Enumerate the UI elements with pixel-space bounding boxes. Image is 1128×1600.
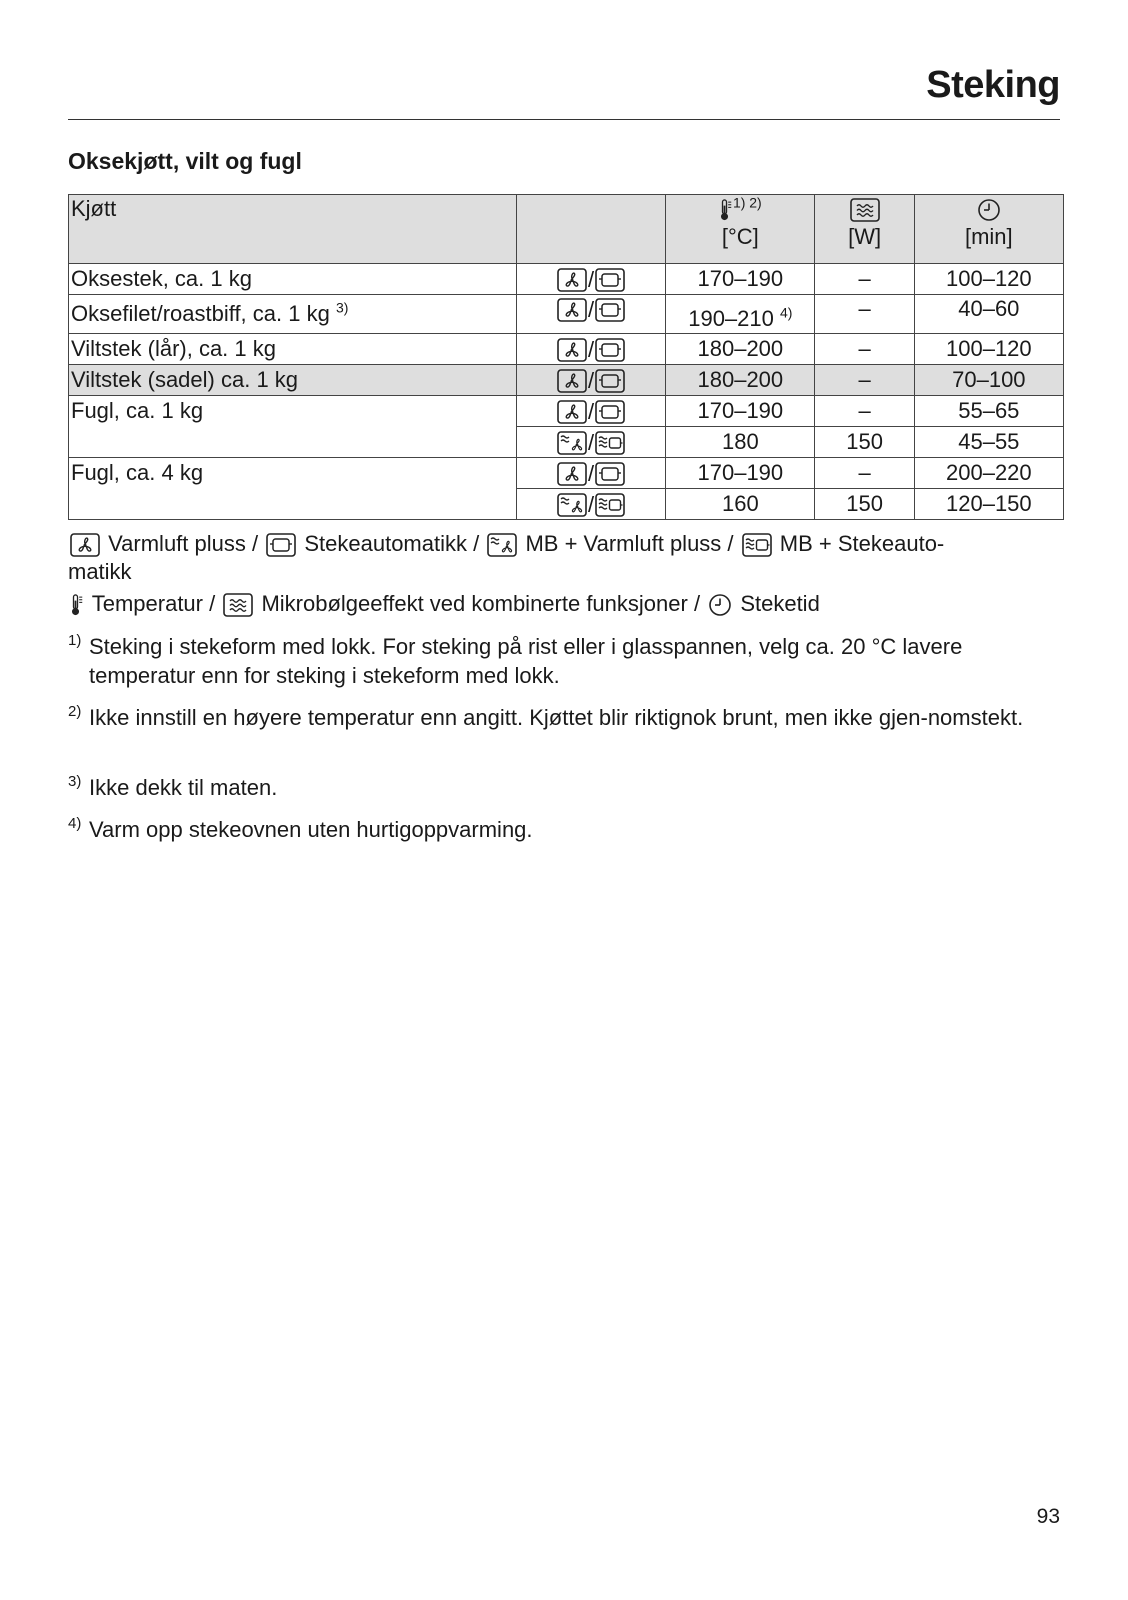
title-divider	[68, 119, 1060, 120]
fan-icon	[557, 369, 587, 393]
cell-time: 100–120	[914, 264, 1063, 295]
temperature-value: 170–190	[697, 460, 784, 485]
cell-meat	[69, 334, 517, 365]
page-title: Steking	[926, 64, 1060, 106]
cell-meat	[69, 458, 517, 489]
cell-mode: /	[516, 334, 665, 365]
cell-temperature	[666, 264, 815, 295]
microwave-fan-icon	[557, 493, 587, 517]
roast-automatic-icon	[595, 338, 625, 362]
clock-icon	[977, 198, 1001, 222]
cell-time: 70–100	[914, 365, 1063, 396]
cell-power: 150	[815, 427, 914, 458]
header-meat: Kjøtt	[69, 195, 517, 264]
section-title: Oksekjøtt, vilt og fugl	[68, 148, 302, 174]
legend-temperatur: Temperatur /	[91, 591, 216, 616]
legend-units	[68, 590, 1060, 618]
legend-modes	[68, 530, 1060, 586]
cell-time: 55–65	[914, 396, 1063, 427]
cell-power: –	[815, 334, 914, 365]
roast-automatic-icon	[595, 369, 625, 393]
footnote-number: 4)	[68, 815, 82, 832]
cell-mode: /	[516, 365, 665, 396]
cell-power: –	[815, 365, 914, 396]
fan-icon	[557, 338, 587, 362]
legend-steketid: Steketid	[740, 591, 820, 616]
cell-meat	[69, 365, 517, 396]
microwave-roast-icon	[595, 431, 625, 455]
fan-icon	[557, 400, 587, 424]
microwave-roast-icon	[742, 533, 772, 557]
cell-meat	[69, 396, 517, 427]
microwave-roast-icon	[595, 493, 625, 517]
temperature-value: 190–210	[688, 306, 774, 331]
microwave-waves-icon	[850, 198, 880, 222]
table-row	[69, 427, 1064, 458]
cell-meat	[69, 295, 517, 334]
meat-name: Fugl, ca. 1 kg	[71, 398, 204, 424]
fan-icon	[557, 298, 587, 322]
page-number: 93	[1036, 1505, 1060, 1528]
cell-power: –	[815, 295, 914, 334]
cell-temperature	[666, 396, 815, 427]
cell-time: 200–220	[914, 458, 1063, 489]
cell-time: 120–150	[914, 489, 1063, 520]
cell-meat	[69, 427, 517, 458]
roast-automatic-icon	[595, 268, 625, 292]
clock-icon	[708, 593, 732, 617]
fan-icon	[557, 462, 587, 486]
cell-power: –	[815, 396, 914, 427]
cell-mode: /	[516, 295, 665, 334]
roasting-table	[68, 194, 1064, 520]
footnote-number: 2)	[68, 703, 82, 720]
temperature-value: 180	[721, 429, 759, 454]
temperature-value: 180–200	[697, 367, 784, 392]
table-row	[69, 489, 1064, 520]
footnote-number: 1)	[68, 632, 82, 649]
footnote-1	[68, 632, 1060, 690]
table-row	[69, 264, 1064, 295]
table-row	[69, 334, 1064, 365]
footnote-4	[68, 815, 1060, 844]
cell-temperature	[666, 458, 815, 489]
header-temp-footnote: 1) 2)	[732, 194, 762, 211]
thermometer-icon	[719, 198, 733, 222]
legend-mb-stekeauto-cont: matikk	[68, 559, 132, 584]
header-temp-unit: [°C]	[721, 224, 759, 249]
table-row	[69, 458, 1064, 489]
cell-power: 150	[815, 489, 914, 520]
fan-icon	[70, 533, 100, 557]
cell-mode: /	[516, 458, 665, 489]
meat-name: Fugl, ca. 4 kg	[71, 460, 204, 486]
footnote-2	[68, 703, 1060, 732]
cell-time: 40–60	[914, 295, 1063, 334]
roast-automatic-icon	[595, 298, 625, 322]
cell-meat	[69, 489, 517, 520]
cell-power: –	[815, 458, 914, 489]
meat-name: Viltstek (sadel) ca. 1 kg	[71, 367, 299, 392]
roast-automatic-icon	[266, 533, 296, 557]
footnote-number: 3)	[68, 773, 82, 790]
temperature-value: 160	[721, 491, 759, 516]
header-time-unit: [min]	[964, 224, 1013, 249]
cell-temperature	[666, 334, 815, 365]
temperature-value: 170–190	[697, 266, 784, 291]
meat-name: Oksefilet/roastbiff, ca. 1 kg	[71, 301, 330, 326]
table-row	[69, 295, 1064, 334]
legend-mb-varmluft: MB + Varmluft pluss /	[525, 531, 734, 556]
roast-automatic-icon	[595, 462, 625, 486]
header-mode	[516, 195, 665, 264]
roast-automatic-icon	[595, 400, 625, 424]
legend-stekeautomatikk: Stekeautomatikk /	[304, 531, 480, 556]
cell-mode: /	[516, 489, 665, 520]
footnote-text: Varm opp stekeovnen uten hurtigoppvarming.	[89, 817, 533, 842]
table-header-row	[69, 195, 1064, 264]
temperature-value: 180–200	[697, 336, 784, 361]
header-power-unit: [W]	[848, 224, 882, 249]
microwave-waves-icon	[223, 593, 253, 617]
meat-name: Oksestek, ca. 1 kg	[71, 266, 252, 291]
fan-icon	[557, 268, 587, 292]
cell-meat	[69, 264, 517, 295]
microwave-fan-icon	[557, 431, 587, 455]
footnote-text: Ikke dekk til maten.	[89, 775, 278, 800]
table-row	[69, 365, 1064, 396]
header-temperature	[666, 195, 815, 264]
footnote-text: Steking i stekeform med lokk. For steking på rist eller i glasspannen, velg ca. 20 °C lavere temperatur enn for steking i stekeform med lokk.	[89, 634, 963, 688]
cell-mode: /	[516, 396, 665, 427]
cell-time: 100–120	[914, 334, 1063, 365]
cell-temperature	[666, 427, 815, 458]
cell-mode: /	[516, 427, 665, 458]
temperature-footnote: 4)	[780, 304, 793, 321]
meat-name: Viltstek (lår), ca. 1 kg	[71, 336, 276, 361]
footnote-text: Ikke innstill en høyere temperatur enn angitt. Kjøttet blir riktignok brunt, men ikke gjen-nomstekt.	[89, 705, 1024, 730]
legend-mikrobolge: Mikrobølgeeffekt ved kombinerte funksjoner /	[261, 591, 701, 616]
cell-power: –	[815, 264, 914, 295]
cell-temperature	[666, 489, 815, 520]
microwave-fan-icon	[487, 533, 517, 557]
thermometer-icon	[70, 593, 84, 617]
footnote-3	[68, 773, 1060, 802]
cell-mode: /	[516, 264, 665, 295]
header-power	[815, 195, 914, 264]
cell-time: 45–55	[914, 427, 1063, 458]
temperature-value: 170–190	[697, 398, 784, 423]
cell-temperature	[666, 365, 815, 396]
legend-mb-stekeauto: MB + Stekeauto-	[779, 531, 945, 556]
meat-footnote: 3)	[335, 299, 349, 316]
table-row	[69, 396, 1064, 427]
legend-varmluft: Varmluft pluss /	[108, 531, 259, 556]
header-time	[914, 195, 1063, 264]
cell-temperature	[666, 295, 815, 334]
